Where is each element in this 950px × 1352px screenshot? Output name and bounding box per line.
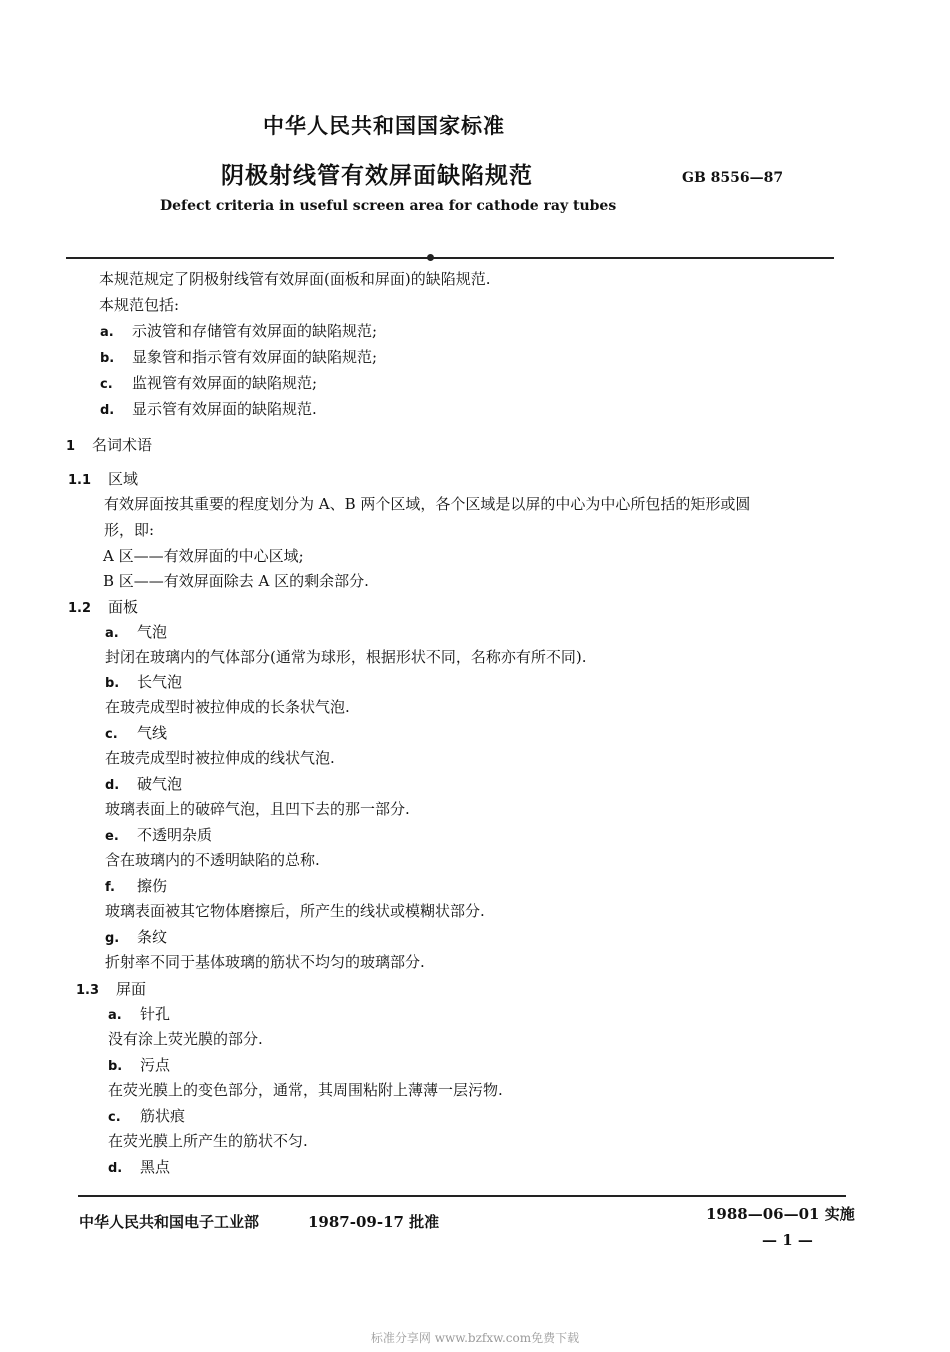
list-item: [100, 346, 377, 367]
standard-org: 中华人民共和国国家标准: [263, 113, 505, 138]
subsection-heading: [76, 978, 146, 999]
term-definition: 在荧光膜上所产生的筋状不匀.: [108, 1132, 308, 1150]
header-divider-dot: [427, 254, 434, 261]
section-heading: [66, 434, 152, 455]
section-number: 1: [66, 439, 76, 454]
paragraph: 形，即:: [104, 521, 155, 539]
term-marker: e.: [105, 829, 119, 844]
term-definition: 在荧光膜上的变色部分，通常，其周围粘附上薄薄一层污物.: [108, 1081, 503, 1099]
term-definition: 玻璃表面被其它物体磨擦后，所产生的线状或模糊状部分.: [105, 902, 485, 920]
header-divider: [66, 257, 834, 259]
term-name: 破气泡: [137, 775, 183, 793]
standard-number: GB 8556—87: [682, 170, 784, 186]
list-item: [100, 320, 377, 341]
list-text: 显象管和指示管有效屏面的缺陷规范;: [132, 348, 378, 366]
term-name: 不透明杂质: [137, 826, 213, 844]
subsection-number: 1.2: [68, 601, 92, 616]
term-heading: [105, 621, 167, 642]
term-definition: 折射率不同于基体玻璃的筋状不均匀的玻璃部分.: [105, 953, 425, 971]
term-marker: d.: [105, 778, 120, 793]
zone-b-definition: B 区——有效屏面除去 A 区的剩余部分.: [103, 572, 369, 590]
intro-line-1: 本规范规定了阴极射线管有效屏面(面板和屏面)的缺陷规范.: [99, 270, 491, 288]
intro-line-2: 本规范包括:: [99, 296, 180, 314]
list-marker: c.: [100, 377, 113, 392]
section-title: 名词术语: [92, 436, 153, 454]
term-heading: [108, 1054, 170, 1075]
list-marker: b.: [100, 351, 115, 366]
term-definition: 玻璃表面上的破碎气泡，且凹下去的那一部分.: [105, 800, 410, 818]
term-heading: [105, 824, 212, 845]
term-heading: [105, 722, 167, 743]
list-marker: a.: [100, 325, 114, 340]
list-text: 显示管有效屏面的缺陷规范.: [132, 400, 317, 418]
term-marker: a.: [108, 1008, 122, 1023]
term-heading: [108, 1003, 170, 1024]
term-heading: [105, 773, 182, 794]
term-heading: [105, 926, 167, 947]
issuer: 中华人民共和国电子工业部: [79, 1213, 260, 1231]
subsection-number: 1.1: [68, 473, 92, 488]
term-marker: c.: [105, 727, 118, 742]
term-name: 污点: [140, 1056, 171, 1074]
term-marker: a.: [105, 626, 119, 641]
term-name: 擦伤: [137, 877, 168, 895]
term-marker: c.: [108, 1110, 121, 1125]
term-marker: b.: [105, 676, 120, 691]
list-text: 示波管和存储管有效屏面的缺陷规范;: [132, 322, 378, 340]
list-text: 监视管有效屏面的缺陷规范;: [132, 374, 318, 392]
term-name: 针孔: [140, 1005, 171, 1023]
term-definition: 在玻壳成型时被拉伸成的长条状气泡.: [105, 698, 350, 716]
subsection-heading: [68, 468, 138, 489]
subsection-title: 区域: [108, 470, 139, 488]
list-item: [100, 372, 317, 393]
subsection-title: 面板: [108, 598, 139, 616]
page-title: 阴极射线管有效屏面缺陷规范: [221, 162, 533, 189]
term-marker: d.: [108, 1161, 123, 1176]
effective-date: 1988—06—01 实施: [706, 1205, 855, 1223]
term-definition: 封闭在玻璃内的气体部分(通常为球形，根据形状不同，名称亦有所不同).: [105, 648, 587, 666]
term-name: 气线: [137, 724, 168, 742]
term-definition: 没有涂上荧光膜的部分.: [108, 1030, 263, 1048]
subsection-heading: [68, 596, 138, 617]
term-heading: [105, 671, 182, 692]
term-heading: [108, 1105, 185, 1126]
approval-date: 1987-09-17 批准: [308, 1213, 440, 1231]
english-title: Defect criteria in useful screen area for cathode ray tubes: [160, 198, 617, 214]
list-marker: d.: [100, 403, 115, 418]
term-heading: [105, 875, 167, 896]
term-name: 长气泡: [137, 673, 183, 691]
term-definition: 含在玻璃内的不透明缺陷的总称.: [105, 851, 320, 869]
watermark: 标准分享网 www.bzfxw.com免费下载: [370, 1331, 580, 1345]
term-name: 条纹: [137, 928, 168, 946]
list-item: [100, 398, 317, 419]
subsection-title: 屏面: [116, 980, 147, 998]
term-name: 筋状痕: [140, 1107, 186, 1125]
term-name: 黑点: [140, 1158, 171, 1176]
zone-a-definition: A 区——有效屏面的中心区域;: [103, 547, 304, 565]
term-name: 气泡: [137, 623, 168, 641]
term-definition: 在玻壳成型时被拉伸成的线状气泡.: [105, 749, 335, 767]
page-number: — 1 —: [762, 1231, 813, 1249]
term-marker: f.: [105, 880, 115, 895]
term-marker: g.: [105, 931, 120, 946]
term-marker: b.: [108, 1059, 123, 1074]
footer-divider: [78, 1195, 846, 1197]
subsection-number: 1.3: [76, 983, 100, 998]
term-heading: [108, 1156, 170, 1177]
paragraph: 有效屏面按其重要的程度划分为 A、B 两个区域，各个区域是以屏的中心为中心所包括的矩形或圆: [104, 495, 751, 513]
